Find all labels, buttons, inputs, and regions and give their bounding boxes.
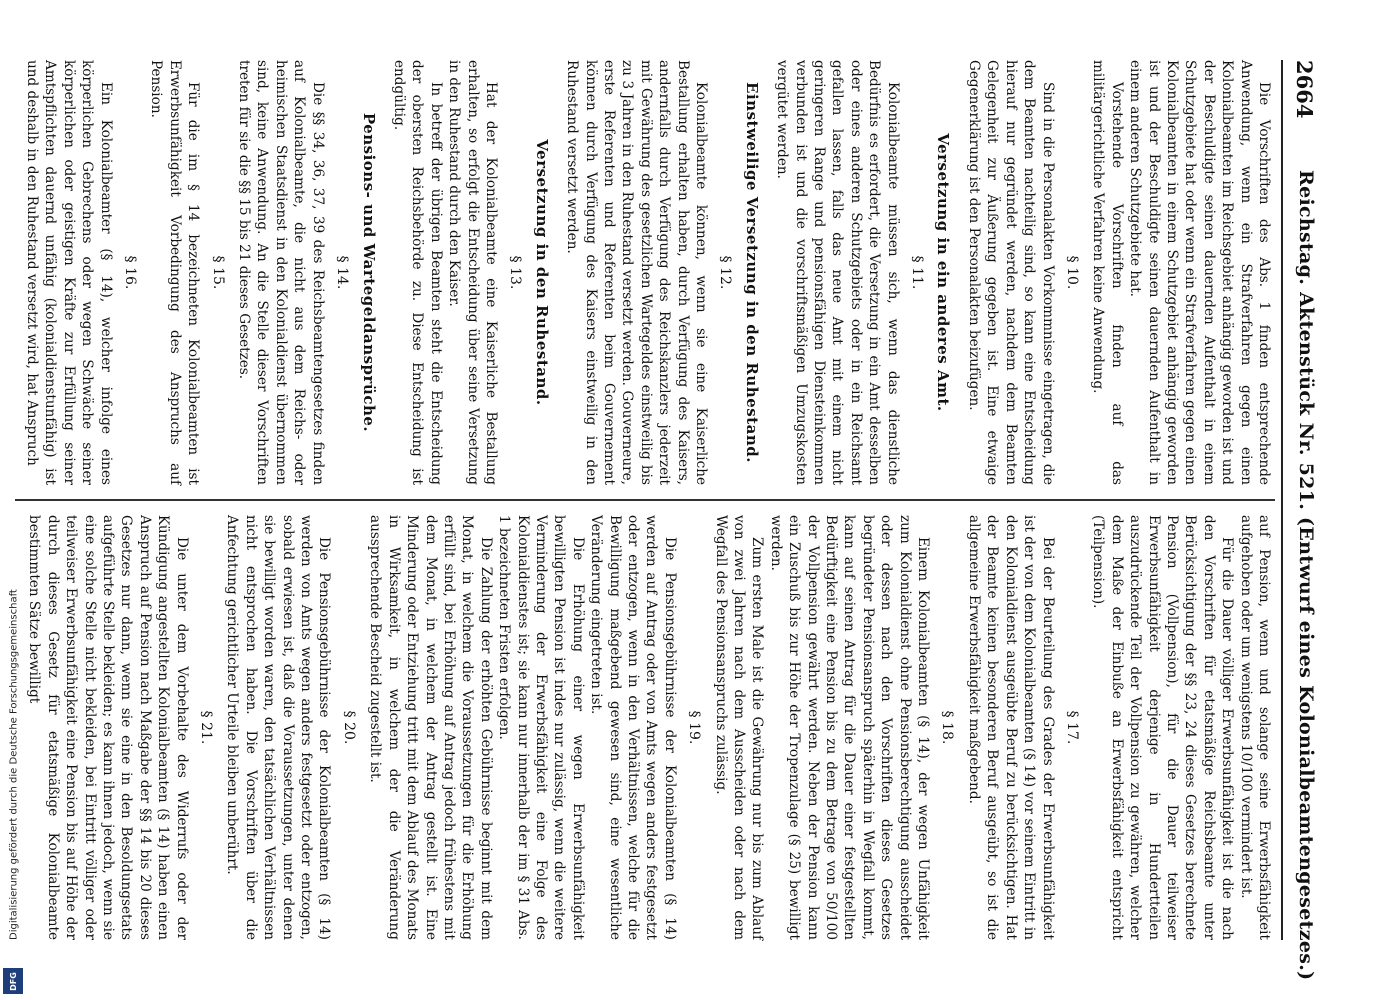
section-number: § 15. (209, 255, 226, 290)
paragraph: Kolonialbeamte können, wenn sie eine Kaiserliche Bestallung erhalten haben, durch Verfügung des Kaisers, andernfalls durch Verfügung des Reichskanzlers jederzeit mit Gewährung des gesetzlichen Wartegeldes einstweilig bis zu 3 Jahren in den Ruhestand versetzt werden. Gouverneure, erste Referenten und Referenten beim Gouvernement können durch Verfügung des Kaisers einstweilig in den Ruhestand versetzt werden. (564, 60, 710, 485)
paragraph: auf Pension, wenn und solange seine Erwerbsfähigkeit aufgehoben oder um wenigstens 10/100 vermindert ist. (1237, 515, 1272, 940)
paragraph: Die unter dem Vorbehalte des Widerrufs oder der Kündigung angestellten Kolonialbeamten (§ 14) haben einen Anspruch auf Pension nach Maßgabe der §§ 14 bis 20 dieses Gesetzes nur dann, wenn sie eine in den Besoldungsetats aufgeführte Stelle bekleiden; es kann ihnen jedoch, wenn sie eine solche Stelle nicht bekleiden, bei Eintritt völliger oder teilweiser Erwerbsunfähigkeit eine Pension bis auf Höhe der durch dieses Gesetz für etatsmäßige Kolonialbeamte bestimmten Sätze bewilligt (26, 515, 190, 940)
section-number: § 21. (198, 710, 215, 745)
section-heading: Einstweilige Versetzung in den Ruhestand. (742, 82, 761, 463)
section-number: § 11. (909, 255, 926, 290)
paragraph: Für die Dauer völliger Erwerbsunfähigkeit ist die nach den Vorschriften für etatsmäßige Reichsbeamte unter Berücksichtigung der §§ 23, 24 dieses Gesetzes berechnete Pension (Vollpension), für die Dauer teilweiser Erwerbsunfähigkeit derjenige in Hundertteilen auszudrückende Teil der Vollpension zu gewähren, welcher dem Maße der Einbuße an Erwerbsfähigkeit entspricht (Teilpension). (1090, 515, 1236, 940)
left-column (23, 60, 1273, 485)
section-heading: Pensions- und Wartegeldansprüche. (359, 112, 378, 433)
section-heading: Versetzung in ein anderes Amt. (934, 133, 953, 412)
paragraph: Zum ersten Male ist die Gewährung nur bis zum Ablauf von zwei Jahren nach dem Ausscheiden oder nach dem Wegfall des Pensionsanspruchs zulässig. (712, 515, 766, 940)
sidebar-credit-text: Digitalisierung gefördert durch die Deutsche Forschungsgemeinschaft (8, 589, 20, 940)
dfg-logo-text: DFG (8, 971, 18, 991)
paragraph: Die Zahlung der erhöhten Gebührnisse beginnt mit dem Monat, in welchem die Voraussetzungen für die Erhöhung erfüllt sind, bei Erhöhung auf Antrag jedoch frühestens mit dem Monat, in welchem der Antrag gestellt ist. Eine Minderung oder Entziehung tritt mit dem Ablauf des Monats in Wirksamkeit, in welchem der die Veränderung aussprechende Bescheid zugestellt ist. (367, 515, 494, 940)
dfg-logo-icon (3, 968, 23, 994)
paragraph: Ein Kolonialbeamter (§ 14), welcher infolge eines körperlichen Gebrechens oder wegen Schwäche seiner körperlichen oder geistigen Kräfte zur Erfüllung seiner Amtspflichten dauernd unfähig (kolonialdienstunfähig) ist und deshalb in den Ruhestand versetzt wird, hat Anspruch (24, 60, 114, 485)
paragraph: Kolonialbeamte müssen sich, wenn das dienstliche Bedürfnis es erfordert, die Versetzung in ein Amt desselben oder eines anderen Schutzgebiets oder in ein Reichsamt gefallen lassen, falls das neue Amt mit einem nicht geringeren Range und pensionsfähigen Diensteinkommen verbunden ist und die vorschriftsmäßigen Umzugskosten vergütet werden. (774, 60, 901, 485)
section-number: § 17. (1063, 710, 1080, 745)
section-number: § 20. (340, 710, 357, 745)
paragraph: Sind in die Personalakten Vorkommnisse eingetragen, die dem Beamten nachteilig sind, so kann eine Entscheidung hierauf nur gegründet werden, nachdem dem Beamten Gelegenheit zur Äußerung gegeben ist. Eine etwaige Gegenerklärung ist den Personalakten beizufügen. (965, 60, 1056, 485)
section-number: § 10. (1063, 255, 1080, 290)
sidebar-credit (4, 0, 24, 1000)
paragraph: Bei der Beurteilung des Grades der Erwerbsunfähigkeit ist der von dem Kolonialbeamten (§ 14) vor seinem Eintritt in den Kolonialdienst ausgeübte Beruf zu berücksichtigen. Hat der Beamte keinen besonderen Beruf ausgeübt, so ist die allgemeine Erwerbsfähigkeit maßgebend. (965, 515, 1056, 940)
section-heading: Versetzung in den Ruhestand. (532, 139, 551, 406)
paragraph: Einem Kolonialbeamten (§ 14), der wegen Unfähigkeit zum Kolonialdienst ohne Pensionsberechtigung ausscheidet oder dessen nach den Vorschriften dieses Gesetzes begründeter Pensionsanspruch späterhin in Wegfall kommt, kann auf seinen Antrag für die Dauer einer festgestellten Bedürftigkeit eine Pension bis zu dem Betrage von 50/100 der Vollpension gewährt werden. Neben der Pension kann ein Zuschuß bis zur Höhe der Tropenzulage (§ 25) bewilligt werden. (767, 515, 932, 940)
section-number: § 16. (122, 255, 139, 290)
right-column (25, 515, 1273, 940)
section-number: § 19. (686, 710, 703, 745)
section-number: § 18. (939, 710, 956, 745)
paragraph: Die §§ 34, 36, 37, 39 des Reichsbeamtengesetzes finden auf Kolonialbeamte, die nicht aus dem Reichs- oder heimischen Staatsdienst in den Kolonialdienst übernommen sind, keine Anwendung. An die Stelle dieser Vorschriften treten für sie die §§ 15 bis 21 dieses Gesetzes. (236, 60, 326, 485)
page-header (1285, 60, 1321, 981)
digitization-sidebar (0, 0, 28, 1000)
paragraph: Die Pensionsgebührnisse der Kolonialbeamten (§ 14) werden auf Antrag oder von Amts wegen anders festgesetzt oder entzogen, wenn in den Verhältnissen, welche für die Bewilligung maßgebend gewesen sind, eine wesentliche Veränderung eingetreten ist. (588, 515, 678, 940)
paragraph: Vorstehende Vorschriften finden auf das militärgerichtliche Verfahren keine Anwendung. (1090, 60, 1125, 485)
paragraph: Die Erhöhung einer wegen Erwerbsunfähigkeit bewilligten Pension ist indes nur zulässig, wenn die weitere Verminderung der Erwerbsfähigkeit eine Folge des Kolonialdienstes ist; sie kann nur innerhalb der im § 31 Abs. 1 bezeichneten Fristen erfolgen. (496, 515, 586, 940)
section-number: § 14. (334, 255, 351, 290)
page-title: Reichstag. Aktenstück Nr. 521. (Entwurf eines Kolonialbeamtengesetzes.) (1295, 170, 1317, 981)
paragraph: Hat der Kolonialbeamte eine Kaiserliche Bestallung erhalten, so erfolgt die Entscheidung über seine Versetzung in den Ruhestand durch den Kaiser. (446, 60, 499, 485)
paragraph: Die Pensionsgebührnisse der Kolonialbeamten (§ 14) werden von Amts wegen anders festgesetzt oder entzogen, sobald erwiesen ist, daß die Voraussetzungen, unter denen sie bewilligt worden waren, den tatsächlichen Verhältnissen nicht entsprochen haben. Die Vorschriften über die Anfechtung gerichtlicher Urteile bleiben unberührt. (224, 515, 333, 940)
section-number: § 13. (507, 255, 524, 290)
page-number: 2664 (1292, 60, 1317, 119)
paragraph: Die Vorschriften des Abs. 1 finden entsprechende Anwendung, wenn ein Strafverfahren gegen einen Kolonialbeamten im Reichsgebiet anhängig geworden ist und der Beschuldigte seinen dauernden Aufenthalt in einem Schutzgebiete hat oder wenn ein Strafverfahren gegen einen Kolonialbeamten in einem Schutzgebiet anhängig geworden ist und der Beschuldigte seinen dauernden Aufenthalt in einem anderen Schutzgebiete hat. (1127, 60, 1272, 485)
section-number: § 12. (717, 255, 734, 290)
column-divider (15, 499, 1275, 501)
paragraph: In betreff der übrigen Beamten steht die Entscheidung der obersten Reichsbehörde zu. Diese Entscheidung ist endgültig. (390, 60, 444, 485)
paragraph: Für die im § 14 bezeichneten Kolonialbeamten ist Erwerbsunfähigkeit Vorbedingung des Anspruchs auf Pension. (148, 60, 202, 485)
header-rule (1281, 60, 1283, 940)
